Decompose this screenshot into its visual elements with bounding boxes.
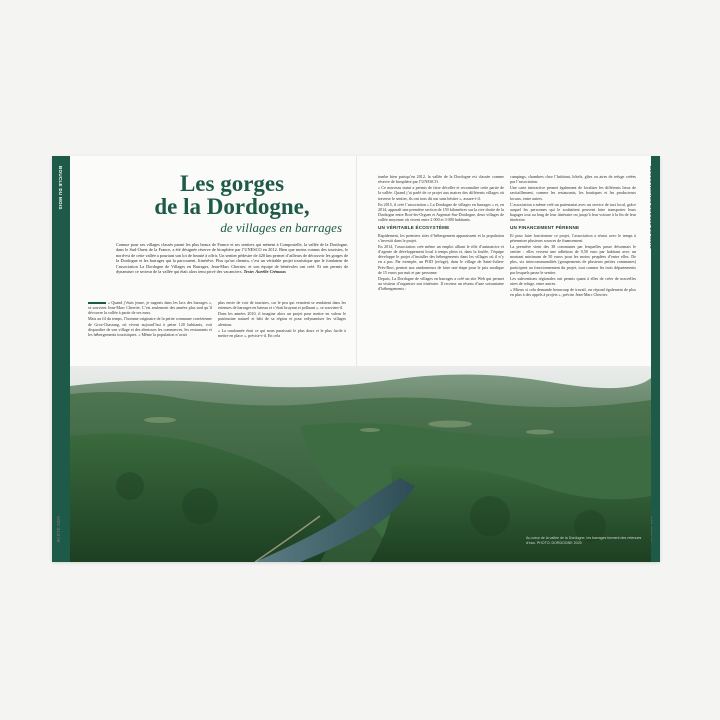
lead-rule xyxy=(88,302,106,304)
paragraph: L’association a même créé un partenariat avec un service de taxi local, grâce auquel les personnes qui le souhaitent peuvent faire transporter leurs bagages tout au long de leur itinéraire ou jusqu’à leur voiture à la fin de leur itinéraire. xyxy=(510,201,636,223)
paragraph: Depuis, La Dordogne de villages en barrages a créé un site Web qui permet au visiteur d’organiser son itinéraire. Il recense un réseau d’une soixantaine d’hébergements : xyxy=(378,275,504,292)
byline: Texte: Aurélie Crémaux xyxy=(243,269,287,275)
body-column-2 xyxy=(218,300,346,339)
body-column-1 xyxy=(88,300,212,338)
body-column-3 xyxy=(378,174,504,292)
paragraph: Dans les années 2010, il imagine alors un projet pour mettre en valeur le patrimoine naturel et bâti de sa région et pour redynamiser les villages alentour. xyxy=(218,311,346,327)
paragraph: campings, chambres chez l’habitant, hôtels, gîtes ou aires de refuge créées par l’association. xyxy=(510,174,636,185)
article-title xyxy=(122,172,342,218)
rail-label-left: BOUCLE DU MOIS xyxy=(58,166,63,210)
paragraph: Rapidement, les premiers sites d’hébergement apparaissent et la population s’investit dans le projet. xyxy=(378,232,504,243)
intro-text: Connue pour ses villages classés parmi les plus beaux de France et ses sentiers qui mènent à Compostelle, la vallée de la Dordogne, dans le Sud-Ouest de la France, a été désignée réserve de biosphère par l’UNESCO en 2012. Bien que moins connus des touristes, le nord-est de cette vallée a pourtant son lot de beauté à offrir. Un sentier pédestre de 420 km permet d’ailleurs de découvrir les gorges de la Dordogne et les barrages qui la parcourent. Itinérêve. Plus qu’un chemin, c’est un véritable projet touristique que le fondateur de l’association La Dordogne de Villages en Barrages, Jean-Marc Cherrier, et son équipe de bénévoles ont créé. Et ont permis de dynamiser ce secteur de la vallée qui était alors tenu privé des vacanciers. xyxy=(116,242,348,275)
title-line-1: Les gorges xyxy=(179,171,285,196)
paragraph: En 2014, l’association crée même un emploi alliant le rôle d’animatrice et d’agente de développement local à temps plein et, dans la foulée, l’équipe développe le projet d’installer des hébergements dans les villages où il n’y en a pas. Par exemple, un POD (refuge), dans le village de Saint-Julien-Près-Bort, permet aux randonneurs de faire une étape pour le prix modique de 15 euros par nuit et par personne. xyxy=(378,243,504,275)
paragraph: tombe bien puisqu’en 2012, la vallée de la Dordogne est classée comme réserve de biosphère par l’UNESCO. xyxy=(378,174,504,185)
paragraph: Mais au fil du temps, l’homme originaire de la petite commune corrézienne de Gros-Chastang, où vivent aujourd’hui à peine 120 habitants, voit disparaître de son village et des alentours les commerces, les restaurants et les hébergements touristiques. « Même la population n’avait xyxy=(88,316,212,337)
paragraph: Et pour faire fonctionner ce projet, l’association a réussi avec le temps à pérenniser plusieurs sources de financement. xyxy=(510,232,636,243)
left-color-rail xyxy=(52,156,70,562)
title-line-2: de la Dordogne, xyxy=(154,194,310,219)
paragraph: « Mieux si cela demande beaucoup de travail, on répond également de plus en plus à des appels à projets », précise Jean-Marc Cherrier. xyxy=(510,287,636,298)
paragraph: « Ce nouveau statut a permis de faire décoller et reconnaître cette partie de la vallée. Quand j’ai parlé de ce projet aux maires des différents villages où traverse le sentier, ils ont tous dit oui sans hésiter », assure-t-il. xyxy=(378,185,504,201)
magazine-spread xyxy=(52,156,660,562)
rail-label-right: DÉCOUVERTES BOUCLE DU MOIS xyxy=(649,166,654,249)
paragraph: « La randonnée était ce qui nous paraissait le plus doux et le plus facile à mettre en place », précise-t-il. En cela xyxy=(218,327,346,338)
section-heading: UN FINANCEMENT PÉRENNE xyxy=(510,225,580,231)
article-subtitle: de villages en barrages xyxy=(220,220,342,235)
paragraph: En 2015, il crée l’association « La Dordogne de villages en barrages » et, en 2014, apparaît une première section de 150 kilomètres sur la rive droite de la Dordogne entre Bort-les-Orgues et Argentat-Sur-Dordogne, deux villages de vallée moyenne où vivent entre 2 000 et 3 000 habitants. xyxy=(378,201,504,223)
paragraph: Les subventions régionales ont permis quant à elles de créer de nouvelles aires de refuge, entre autres. xyxy=(510,275,636,286)
valley-photo xyxy=(70,366,651,562)
paragraph: Une carte interactive permet également de localiser les différents lieux de ravitaillement, comme les restaurants, les boutiques et les producteurs locaux, entre autres. xyxy=(510,185,636,201)
section-heading: UN VÉRITABLE ÉCOSYSTÈME xyxy=(378,225,450,231)
article-intro xyxy=(116,242,348,274)
paragraph: La première vient des 38 communes par lesquelles passe désormais le sentier : elles versent une adhésion de 0,50 euro par habitant avec un montant minimum de 50 euros pour les moins peuplées d’entre elles. De plus, six intercommunalités (groupements de plusieurs petites communes) participent au fonctionnement du projet, tout comme les trois départements par lesquels passe le sentier. xyxy=(510,243,636,275)
page-number-left: 80 ÉTÉ 2025 xyxy=(56,516,61,543)
body-column-4 xyxy=(510,174,636,298)
paragraph: « Quand j’étais jeune, je nageais dans les lacs des barrages », se souvient Jean-Marc Cherrier. C’est seulement des années plus tard qu’il découvre la vallée à partir de ses eaux. xyxy=(88,300,212,316)
paragraph: plus envie de voir de touristes, car le peu qui venaient se rendaient dans les retenues de barrages en bateau et c’était bruyant et polluant », se souvient-il. xyxy=(218,300,346,311)
photo-caption: Au cœur de la vallée de la Dordogne, les barrages forment des retenues d’eau. PHOTO: DORDOGNE 2025 xyxy=(526,536,642,545)
